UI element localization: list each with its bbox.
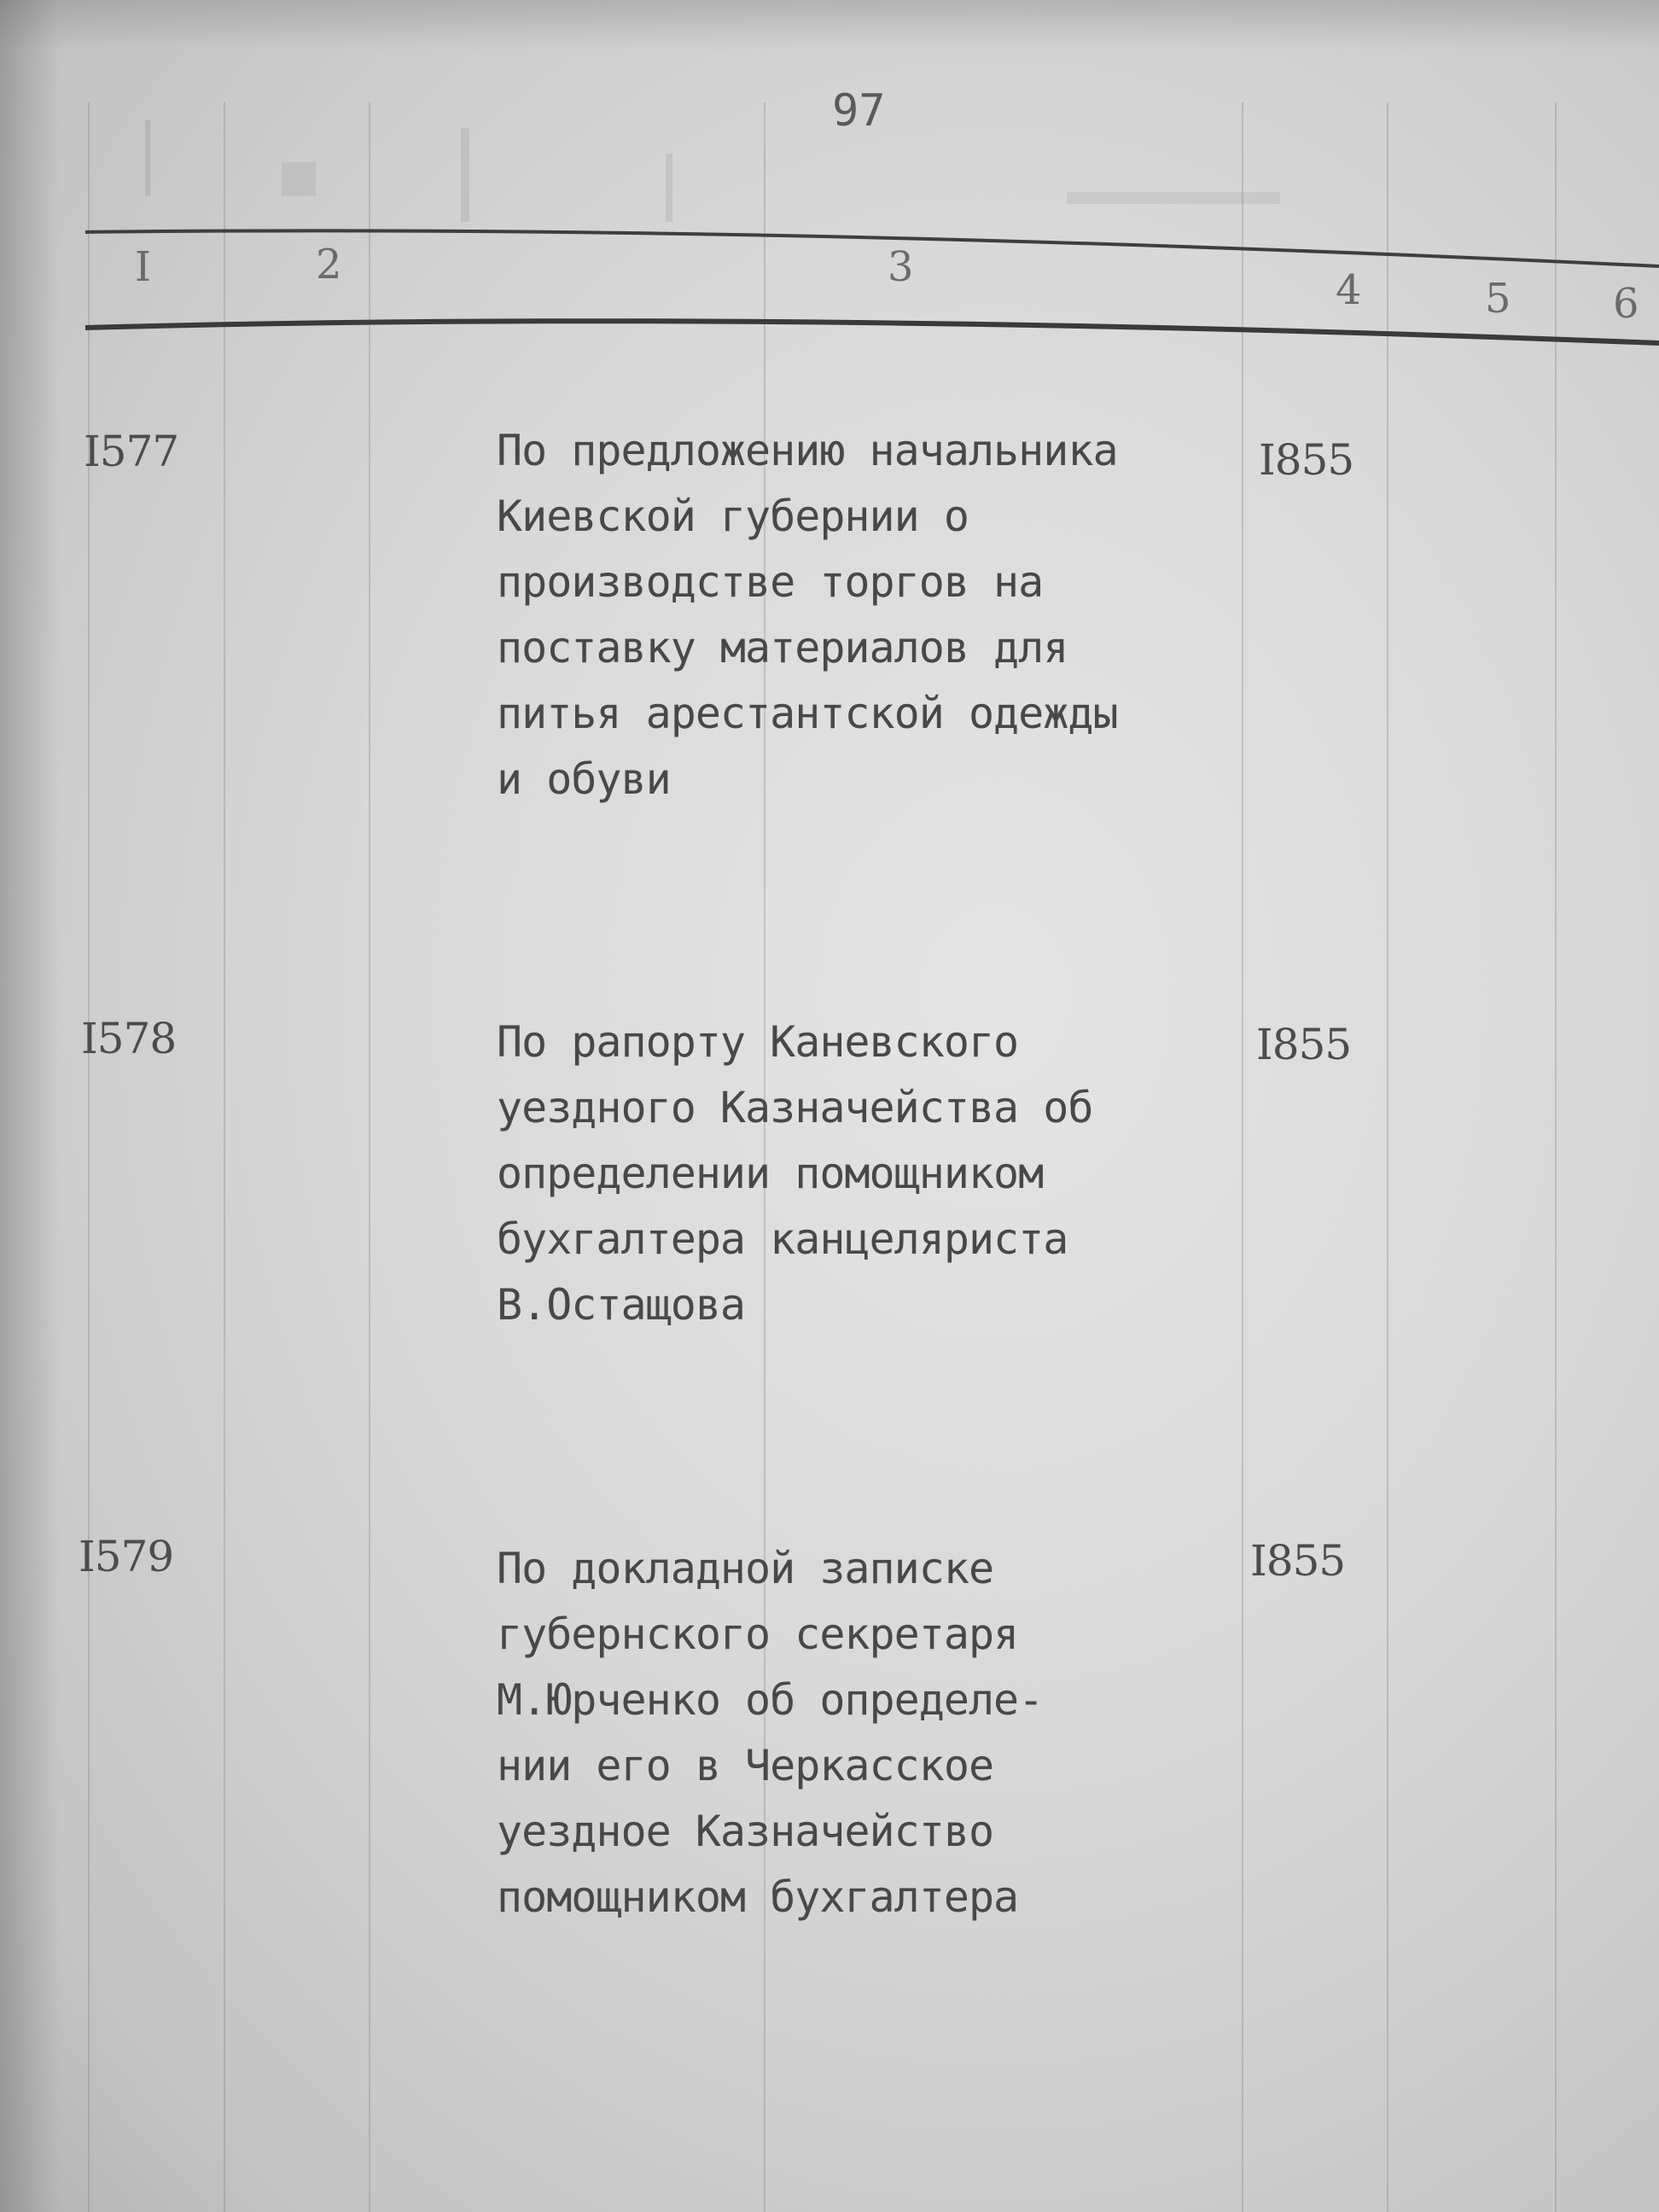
description-line: В.Остащова (497, 1280, 746, 1330)
description-line: бухгалтера канцеляриста (497, 1214, 1068, 1264)
column-header-4: 4 (1336, 266, 1362, 314)
column-header-2: 2 (316, 241, 342, 288)
column-rule (88, 102, 90, 2212)
description-line: питья арестантской одежды (497, 689, 1118, 738)
description-line: уездного Казначейства об (497, 1083, 1093, 1132)
page-number: 97 (832, 85, 886, 137)
description-line: уездное Казначейство (497, 1807, 994, 1856)
description-line: определении помощником (497, 1149, 1044, 1198)
column-rule (224, 102, 225, 2212)
description-line: поставку материалов для (497, 623, 1068, 672)
entry-description (497, 1010, 1265, 1338)
description-line: По рапорту Каневского (497, 1017, 1019, 1067)
entry-year: I855 (1256, 1020, 1352, 1069)
description-line: М.Юрченко об определе- (497, 1675, 1044, 1725)
description-line: производстве торгов на (497, 557, 1044, 607)
column-header-1: I (135, 243, 151, 291)
entry-number: I579 (79, 1532, 174, 1581)
entry-year: I855 (1259, 435, 1354, 485)
column-header-3: 3 (888, 243, 914, 291)
description-line: По предложению начальника (497, 426, 1118, 475)
entry-number: I578 (81, 1014, 177, 1063)
description-line: По докладной записке (497, 1544, 994, 1593)
description-line: помощником бухгалтера (497, 1872, 1019, 1922)
column-rule (1555, 102, 1557, 2212)
column-rule (1387, 102, 1388, 2212)
column-header-5: 5 (1485, 275, 1511, 323)
header-rules (0, 0, 1659, 358)
description-line: и обуви (497, 754, 671, 804)
column-rule (369, 102, 370, 2212)
description-line: нии его в Черкасское (497, 1741, 994, 1790)
entry-number: I577 (84, 427, 179, 476)
description-line: Киевской губернии о (497, 492, 969, 541)
entry-description (497, 1536, 1265, 1930)
entry-year: I855 (1250, 1536, 1346, 1586)
description-line: губернского секретаря (497, 1610, 1019, 1659)
entry-description (497, 418, 1265, 812)
column-header-6: 6 (1613, 280, 1639, 328)
